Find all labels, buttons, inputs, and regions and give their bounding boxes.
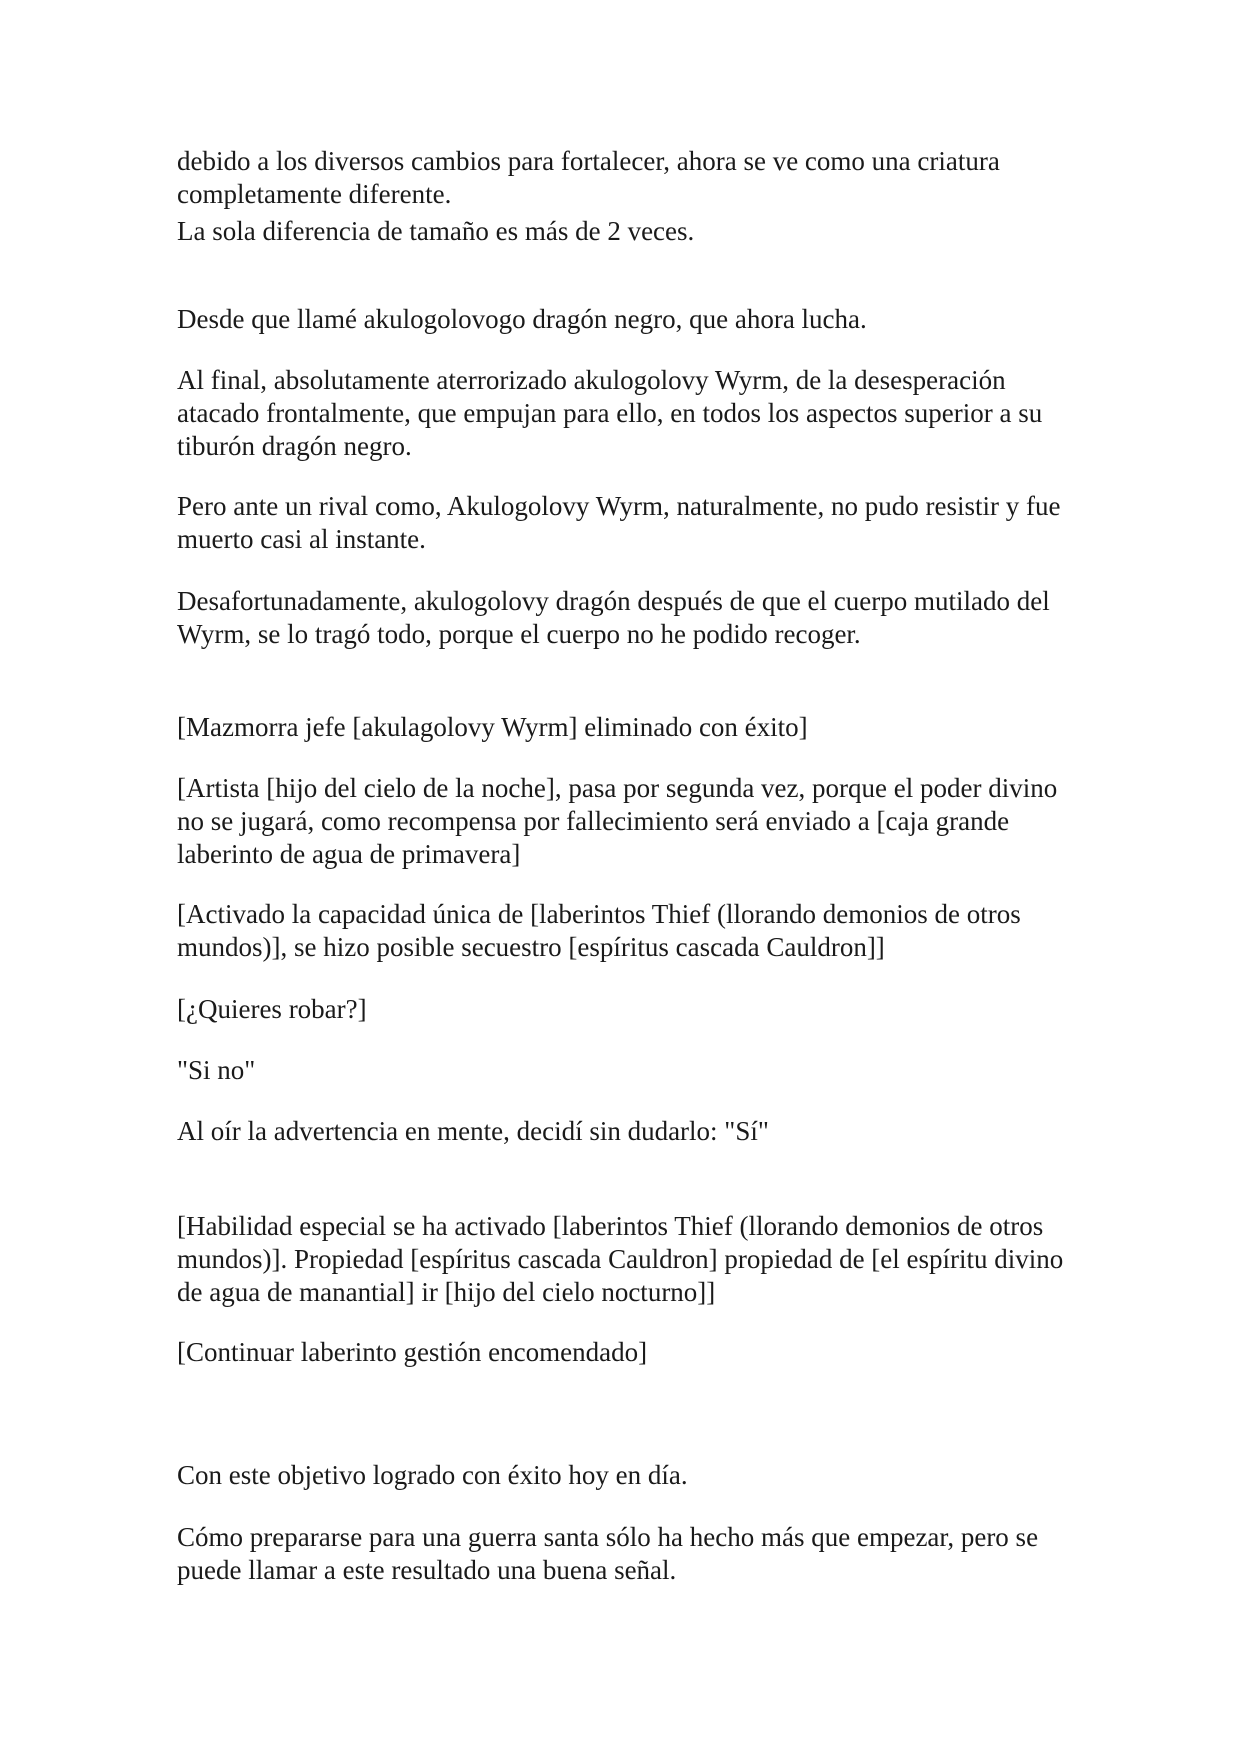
paragraph: Desde que llamé akulogolovogo dragón negro, que ahora lucha. (177, 304, 867, 334)
paragraph: Cómo prepararse para una guerra santa sólo ha hecho más que empezar, pero se puede llamar a este resultado una buena señal. (177, 1522, 1039, 1585)
system-message: [Habilidad especial se ha activado [laberintos Thief (llorando demonios de otros mundos)]. Propiedad [espíritus cascada Cauldron] propiedad de [el espíritu divino de agua de manantial] ir [hijo del cielo nocturno]] (177, 1211, 1064, 1307)
paragraph: Desafortunadamente, akulogolovy dragón después de que el cuerpo mutilado del Wyrm, se lo tragó todo, porque el cuerpo no he podido recoger. (177, 586, 1050, 649)
system-message: [Continuar laberinto gestión encomendado] (177, 1337, 648, 1367)
paragraph: Al final, absolutamente aterrorizado akulogolovy Wyrm, de la desesperación atacado frontalmente, que empujan para ello, en todos los aspectos superior a su tiburón dragón negro. (177, 365, 1043, 461)
paragraph: "Si no" (177, 1055, 256, 1085)
paragraph: Al oír la advertencia en mente, decidí sin dudarlo: "Sí" (177, 1116, 769, 1146)
system-message: [¿Quieres robar?] (177, 994, 367, 1024)
system-message: [Mazmorra jefe [akulagolovy Wyrm] eliminado con éxito] (177, 712, 808, 742)
system-message: [Activado la capacidad única de [laberintos Thief (llorando demonios de otros mundos)], se hizo posible secuestro [espíritus cascada Cauldron]] (177, 899, 1021, 962)
paragraph: Pero ante un rival como, Akulogolovy Wyrm, naturalmente, no pudo resistir y fue muerto casi al instante. (177, 491, 1061, 554)
system-message: [Artista [hijo del cielo de la noche], pasa por segunda vez, porque el poder divino no se jugará, como recompensa por fallecimiento será enviado a [caja grande laberinto de agua de primavera] (177, 773, 1058, 869)
paragraph: Con este objetivo logrado con éxito hoy en día. (177, 1460, 688, 1490)
paragraph: La sola diferencia de tamaño es más de 2 veces. (177, 216, 695, 246)
paragraph: debido a los diversos cambios para fortalecer, ahora se ve como una criatura completamente diferente. (177, 146, 1000, 209)
